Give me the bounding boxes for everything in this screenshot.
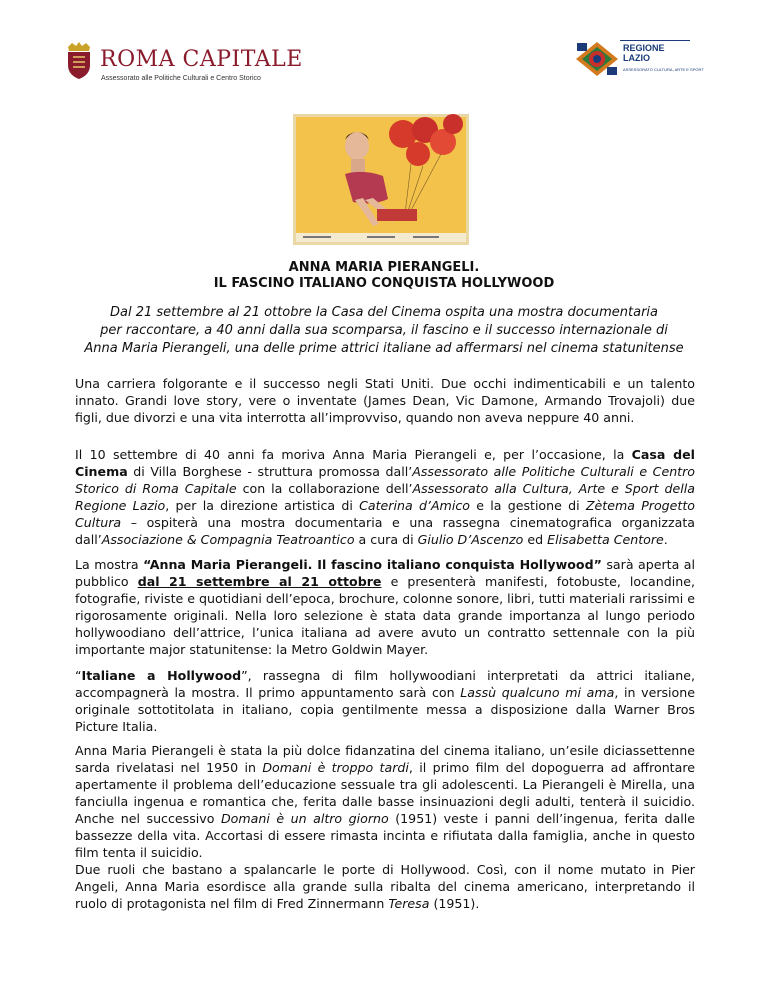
p5-text-e: (1951) veste i panni dell’ingenua, ferita dalle bassezze della vita. Accortasi di essere rimasta incinta e rifiutata dalla famiglia, anche in questo film tenta il suicidio.: [75, 811, 695, 860]
title-line-2: IL FASCINO ITALIANO CONQUISTA HOLLYWOOD: [213, 276, 555, 291]
p5-text-h: (1951).: [429, 896, 480, 911]
casa-del-cinema-label: Casa del Cinema: [75, 447, 695, 479]
p5-text-c: , il primo film del dopoguerra ad affrontare apertamente il problema dell’educazione sessuale tra gli adolescenti. La Pierangeli è Mirella, una fanciulla ingenua e romantica che, ferita dalle basse insinuazioni degli adulti, tenterà il suicidio. Anche nel successivo: [75, 760, 695, 826]
title-line-1: ANNA MARIA PIERANGELI.: [288, 260, 480, 275]
p4-text-c: ”, rassegna di film hollywoodiani interpretati da attrici italiane, accompagnerà la mostra. Il primo appuntamento sarà con: [75, 668, 695, 700]
p5-text-a: Anna Maria Pierangeli è stata la più dolce fidanzatina del cinema italiano, un’esile diciassettenne sarda rivelatasi nel 1950 in: [75, 743, 695, 775]
rassegna-title-label: Italiane a Hollywood: [81, 668, 242, 683]
p2-text-k: – ospiterà una mostra documentaria e una rassegna cinematografica organizzata dall’: [75, 515, 695, 547]
p2-text-g: , per la direzione artistica di: [165, 498, 360, 513]
p2-text-o: ed: [523, 532, 548, 547]
paragraph-4: [75, 667, 695, 735]
paragraph-6-text: [75, 861, 695, 912]
paragraph-3: [75, 556, 695, 658]
associazione-label: Associazione & Compagnia Teatroantico: [101, 532, 355, 547]
regione-lazio-logo-icon: [575, 41, 619, 77]
p2-text-m: a cura di: [354, 532, 418, 547]
press-release-title: [0, 260, 768, 292]
p4-text-e: , in versione originale sottotitolata in italiano, copia gentilmente messa a disposizione dalla Warner Bros Picture Italia.: [75, 685, 695, 734]
roma-capitale-emblem-icon: [64, 41, 94, 81]
paragraph-5-text: [75, 742, 695, 861]
p2-text-e: con la collaborazione dell’: [236, 481, 413, 496]
paragraph-3-text: [75, 556, 695, 658]
subtitle-line-1: Dal 21 settembre al 21 ottobre la Casa del Cinema ospita una mostra documentaria: [109, 305, 659, 320]
lazio-name-line2: LAZIO: [623, 53, 650, 63]
film-lassu-label: Lassù qualcuno mi ama: [460, 685, 615, 700]
lazio-name-line1: REGIONE: [623, 43, 665, 53]
assessorato-lazio-label: Assessorato alla Cultura, Arte e Sport della Regione Lazio: [75, 481, 696, 513]
pierangeli-poster-image: [293, 114, 469, 245]
p2-text-c: di Villa Borghese - struttura promossa dall’: [127, 464, 413, 479]
p3-text-a: La mostra: [75, 557, 144, 572]
roma-capitale-subtitle: Assessorato alle Politiche Culturali e Centro Storico: [101, 75, 261, 82]
zetema-label: Zètema Progetto Cultura: [75, 498, 695, 530]
paragraph-1: [75, 375, 695, 426]
roma-capitale-title: ROMA CAPITALE: [100, 47, 303, 72]
p2-text-q: .: [663, 532, 668, 547]
film-domani-troppo-tardi-label: Domani è troppo tardi: [262, 760, 409, 775]
p3-text-c: sarà aperta al pubblico: [75, 557, 696, 589]
p2-text-i: e la gestione di: [469, 498, 586, 513]
film-teresa-label: Teresa: [388, 896, 430, 911]
p2-text-a: Il 10 settembre di 40 anni fa moriva Anna Maria Pierangeli e, per l’occasione, la: [75, 447, 632, 462]
lazio-divider: [620, 40, 690, 41]
p5-text-f: Due ruoli che bastano a spalancarle le porte di Hollywood. Così, con il nome mutato in Pier Angeli, Anna Maria esordisce alla grande sulla ribalta del cinema americano, interpretando il ruolo di protagonista nel film di Fred Zinnermann: [75, 862, 695, 911]
regione-lazio-subtitle: ASSESSORATO CULTURA, ARTE E SPORT: [623, 67, 704, 72]
mostra-title-label: “Anna Maria Pierangeli. Il fascino italiano conquista Hollywood”: [143, 557, 602, 572]
p3-text-e: e presenterà manifesti, fotobuste, locandine, fotografie, riviste e quotidiani dell’epoca, brochure, colonne sonore, libri, tutti materiali rarissimi e rigorosamente originali. Nella loro selezione è stata data grande importanza al lungo periodo hollywoodiano dell’attrice, l’unica italiana ad avere avuto un contratto settennale con la più importante major statunitense: la Metro Goldwin Mayer.: [75, 574, 695, 657]
elisabetta-centore-label: Elisabetta Centore: [547, 532, 664, 547]
paragraph-5: [75, 742, 695, 912]
regione-lazio-name: [623, 43, 665, 63]
exhibition-dates-label: dal 21 settembre al 21 ottobre: [137, 574, 382, 589]
p4-text-a: “: [75, 668, 82, 683]
paragraph-4-text: [75, 667, 695, 735]
paragraph-1-text: Una carriera folgorante e il successo negli Stati Uniti. Due occhi indimenticabili e un talento innato. Grandi love story, vere o inventate (James Dean, Vic Damone, Armando Trovajoli) due figli, due divorzi e una vita interrotta all’improvviso, quando non aveva neppure 40 anni.: [75, 376, 695, 425]
film-domani-altro-giorno-label: Domani è un altro giorno: [220, 811, 389, 826]
paragraph-2-text: [75, 446, 695, 548]
assessorato-roma-label: Assessorato alle Politiche Culturali e Centro Storico di Roma Capitale: [75, 464, 696, 496]
paragraph-2: [75, 446, 695, 548]
subtitle-line-3: Anna Maria Pierangeli, una delle prime attrici italiane ad affermarsi nel cinema statunitense: [84, 341, 684, 356]
subtitle-line-2: per raccontare, a 40 anni dalla sua scomparsa, il fascino e il successo internazionale di: [100, 323, 668, 338]
press-release-subtitle: [60, 304, 708, 358]
giulio-dascenzo-label: Giulio D’Ascenzo: [417, 532, 524, 547]
caterina-damico-label: Caterina d’Amico: [359, 498, 470, 513]
